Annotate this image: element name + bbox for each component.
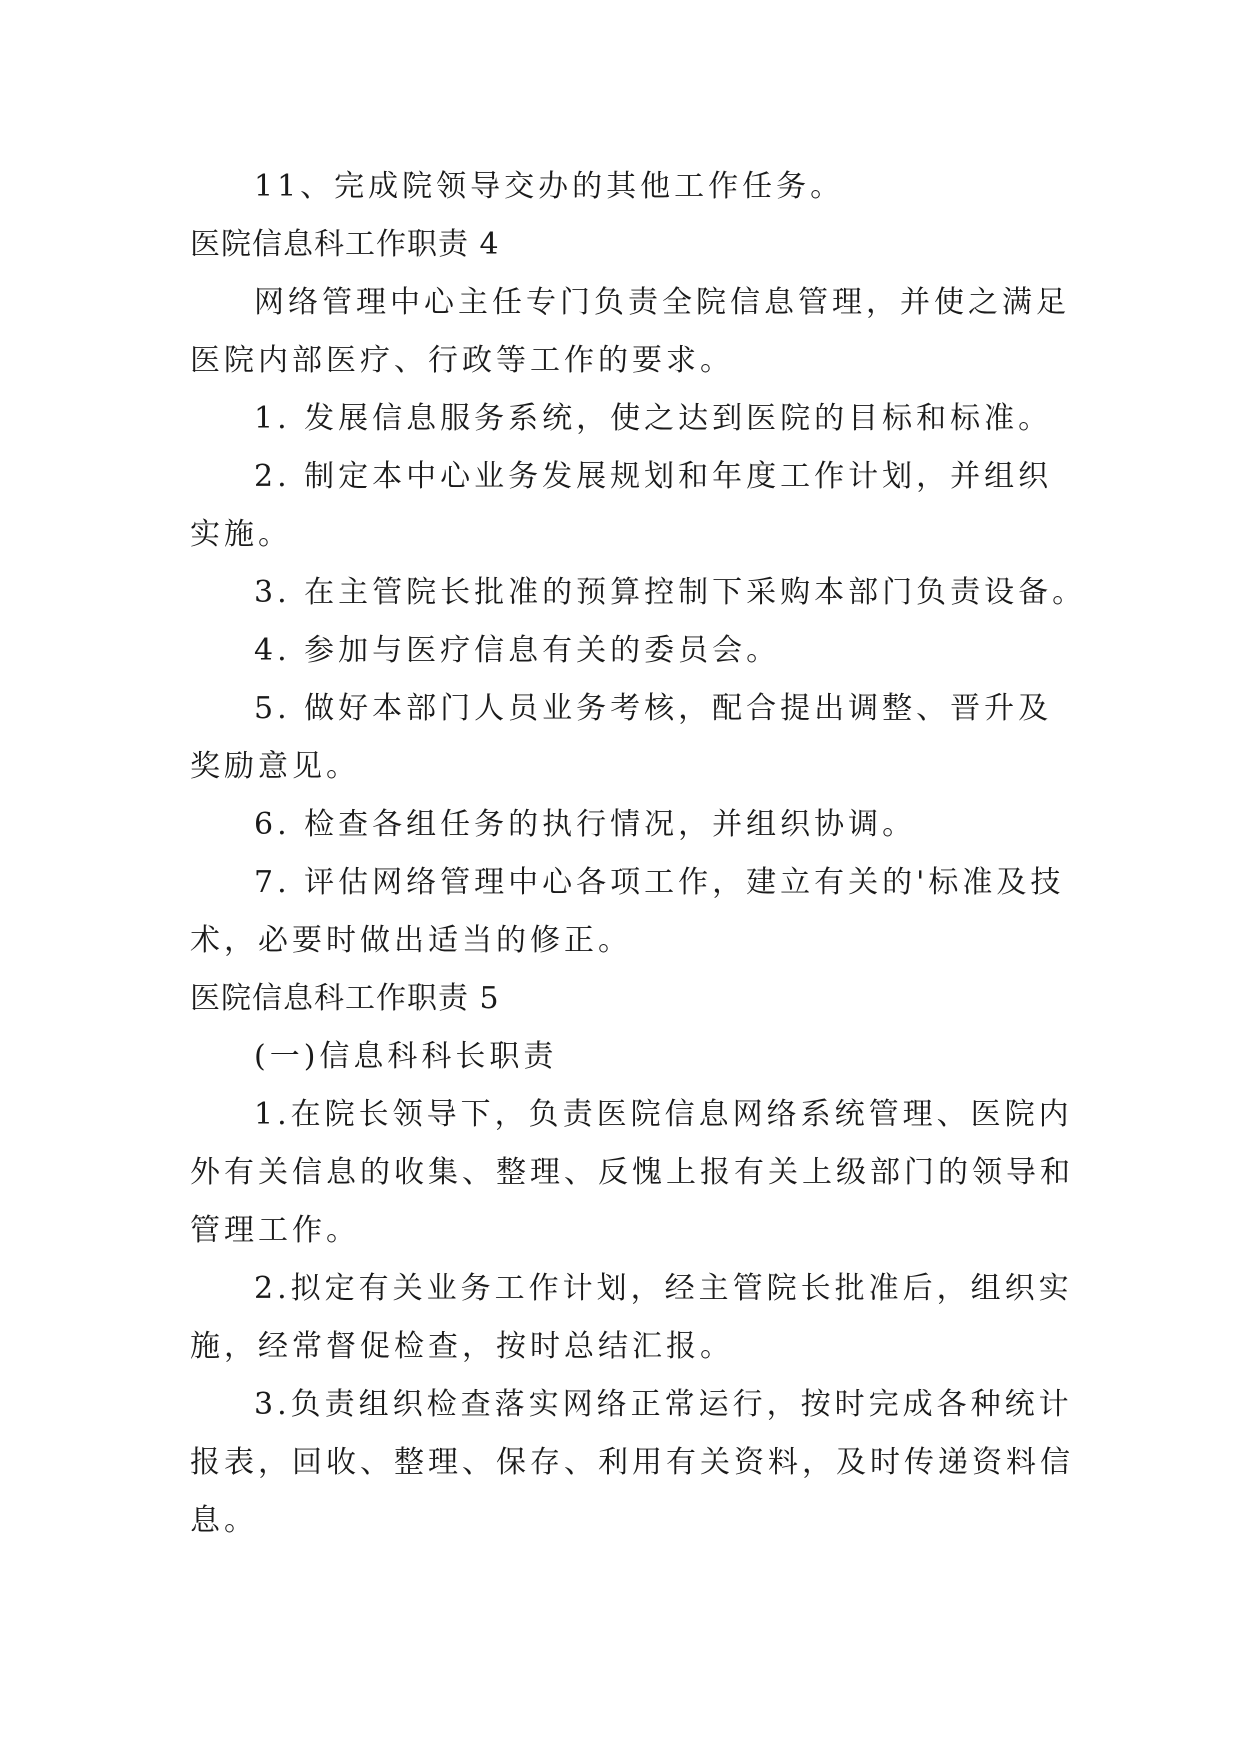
list-item-continuation: 奖励意见。 [190, 749, 360, 784]
list-item: 7. 评估网络管理中心各项工作，建立有关的'标准及技 [254, 865, 1065, 900]
paragraph-line: 网络管理中心主任专门负责全院信息管理，并使之满足 [254, 285, 1070, 320]
list-item: 5. 做好本部门人员业务考核，配合提出调整、晋升及 [254, 691, 1053, 726]
list-item: 2.拟定有关业务工作计划，经主管院长批准后，组织实 [254, 1271, 1073, 1306]
section-heading: 医院信息科工作职责 4 [190, 227, 500, 262]
list-item: 2. 制定本中心业务发展规划和年度工作计划，并组织 [254, 459, 1053, 494]
paragraph-line: 医院内部医疗、行政等工作的要求。 [190, 343, 734, 378]
list-item-continuation: 实施。 [190, 517, 292, 552]
list-item: 3. 在主管院长批准的预算控制下采购本部门负责设备。 [254, 575, 1087, 610]
list-item: 1.在院长领导下，负责医院信息网络系统管理、医院内 [254, 1097, 1073, 1132]
document-body [190, 158, 1087, 1550]
list-item: 1. 发展信息服务系统，使之达到医院的目标和标准。 [254, 401, 1053, 436]
list-item-continuation: 施，经常督促检查，按时总结汇报。 [190, 1329, 734, 1364]
list-item-continuation: 报表，回收、整理、保存、利用有关资料，及时传递资料信 [190, 1445, 1074, 1480]
list-item-continuation: 管理工作。 [190, 1213, 360, 1248]
list-item: 6. 检查各组任务的执行情况，并组织协调。 [254, 807, 917, 842]
list-item-continuation: 术，必要时做出适当的修正。 [190, 923, 632, 958]
list-item-continuation: 外有关信息的收集、整理、反愧上报有关上级部门的领导和 [190, 1155, 1074, 1190]
section-heading: 医院信息科工作职责 5 [190, 981, 500, 1016]
list-item: 3.负责组织检查落实网络正常运行，按时完成各种统计 [254, 1387, 1073, 1422]
subsection-heading: (一)信息科科长职责 [254, 1039, 558, 1074]
paragraph-line: 11、完成院领导交办的其他工作任务。 [254, 169, 845, 204]
list-item-continuation: 息。 [190, 1503, 258, 1538]
list-item: 4. 参加与医疗信息有关的委员会。 [254, 633, 781, 668]
